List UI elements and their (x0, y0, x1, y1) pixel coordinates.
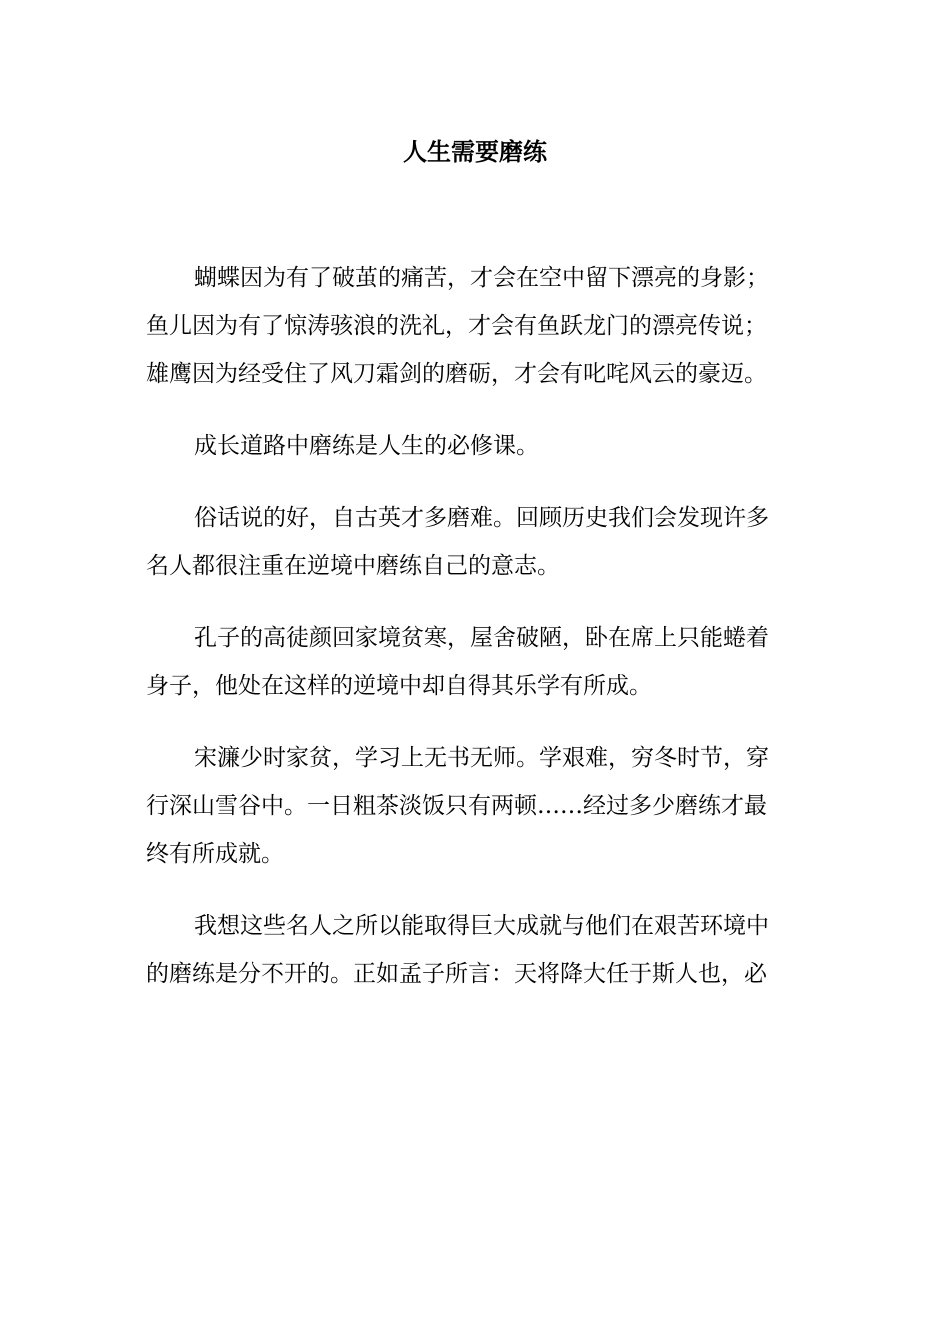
paragraph-2-line-1: 成长道路中磨练是人生的必修课。 (194, 433, 539, 459)
paragraph-5 (146, 734, 806, 878)
paragraph-4 (146, 614, 806, 710)
paragraph-6-line-2: 的磨练是分不开的。正如孟子所言：天将降大任于斯人也，必 (146, 961, 767, 987)
paragraph-5-line-2: 行深山雪谷中。一日粗茶淡饭只有两顿……经过多少磨练才最 (146, 793, 767, 819)
paragraph-1-line-2: 鱼儿因为有了惊涛骇浪的洗礼，才会有鱼跃龙门的漂亮传说； (146, 313, 767, 339)
document-body (146, 254, 806, 1022)
paragraph-6-line-1: 我想这些名人之所以能取得巨大成就与他们在艰苦环境中 (194, 913, 769, 939)
paragraph-3 (146, 494, 806, 590)
paragraph-4-line-1: 孔子的高徒颜回家境贫寒，屋舍破陋，卧在席上只能蜷着 (194, 625, 769, 651)
paragraph-4-line-2: 身子，他处在这样的逆境中却自得其乐学有所成。 (146, 673, 652, 699)
paragraph-3-line-1: 俗话说的好，自古英才多磨难。回顾历史我们会发现许多 (194, 505, 769, 531)
paragraph-2 (146, 422, 806, 470)
paragraph-1-line-1: 蝴蝶因为有了破茧的痛苦，才会在空中留下漂亮的身影； (194, 265, 769, 291)
document-title: 人生需要磨练 (403, 138, 547, 166)
paragraph-5-line-1: 宋濂少时家贫，学习上无书无师。学艰难，穷冬时节，穿 (194, 745, 769, 771)
paragraph-3-line-2: 名人都很注重在逆境中磨练自己的意志。 (146, 553, 560, 579)
paragraph-5-line-3: 终有所成就。 (146, 841, 284, 867)
paragraph-6 (146, 902, 806, 998)
paragraph-1-line-3: 雄鹰因为经受住了风刀霜剑的磨砺，才会有叱咤风云的豪迈。 (146, 361, 767, 387)
paragraph-1 (146, 254, 806, 398)
